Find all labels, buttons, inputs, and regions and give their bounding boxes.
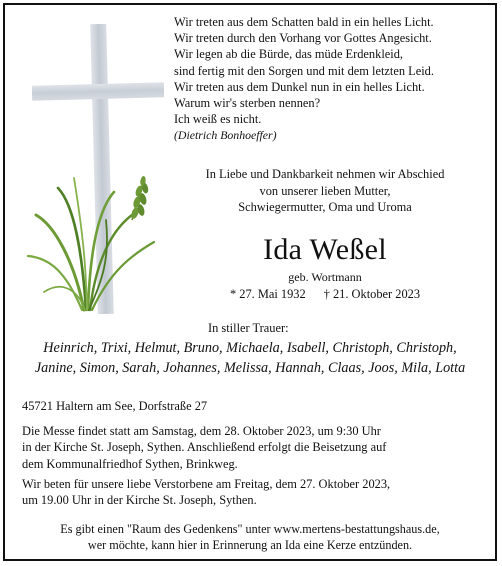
wheat-ear <box>130 176 149 220</box>
prayer-info <box>22 476 482 509</box>
mourners-line: Janine, Simon, Sarah, Johannes, Melissa, Hannah, Claas, Joos, Mila, Lotta <box>34 359 466 376</box>
life-dates <box>170 286 480 302</box>
mass-line: Die Messe findet statt am Samstag, dem 28. Oktober 2023, um 9:30 Uhr <box>22 424 381 438</box>
poem-line: Wir treten aus dem Schatten bald in ein helles Licht. <box>174 15 434 29</box>
family-address: 45721 Haltern am See, Dorfstraße 27 <box>22 399 208 413</box>
mass-line: dem Kommunalfriedhof Sythen, Brinkweg. <box>22 456 238 471</box>
farewell-intro <box>170 166 480 216</box>
prayer-line: Wir beten für unsere liebe Verstorbene am Freitag, dem 27. Oktober 2023, <box>22 477 391 491</box>
prayer-line: um 19.00 Uhr in der Kirche St. Joseph, Sythen. <box>22 493 257 508</box>
poem-line: Warum wir's sterben nennen? <box>174 96 321 111</box>
cross-vertical-beam <box>90 24 114 314</box>
poem-author: (Dietrich Bonhoeffer) <box>174 128 277 143</box>
deceased-name: Ida Weßel <box>263 233 387 266</box>
grass-blades <box>28 178 154 310</box>
mourners-label: In stiller Trauer: <box>208 321 289 335</box>
memorial-line: Es gibt einen "Raum des Gedenkens" unter www.mertens-bestattungshaus.de, <box>60 522 440 536</box>
poem <box>174 14 474 144</box>
maiden-name: geb. Wortmann <box>288 270 362 284</box>
mass-info <box>22 423 482 472</box>
intro-line: von unserer lieben Mutter, <box>259 183 391 198</box>
intro-line: Schwiegermutter, Oma und Uroma <box>238 200 412 215</box>
cross-with-wheat-icon <box>14 10 164 325</box>
memorial-line: wer möchte, kann hier in Erinnerung an Ida eine Kerze entzünden. <box>87 538 413 553</box>
mourners-line: Heinrich, Trixi, Helmut, Bruno, Michaela, Isabell, Christoph, Christoph, <box>43 340 457 356</box>
intro-line: In Liebe und Dankbarkeit nehmen wir Abschied <box>205 167 445 181</box>
poem-line: Wir treten aus dem Dunkel nun in ein helles Licht. <box>174 79 425 94</box>
cross-horizontal-beam <box>32 82 164 100</box>
death-date: † 21. Oktober 2023 <box>323 287 421 301</box>
memorial-note <box>14 521 486 553</box>
poem-line: Wir legen ab die Bürde, das müde Erdenkleid, <box>174 47 403 62</box>
poem-line: Wir treten durch den Vorhang vor Gottes Angesicht. <box>174 31 432 46</box>
poem-line: Ich weiß es nicht. <box>174 112 262 127</box>
mass-line: in der Kirche St. Joseph, Sythen. Anschließend erfolgt die Beisetzung auf <box>22 440 387 455</box>
mourners-list <box>14 339 486 378</box>
birth-date: * 27. Mai 1932 <box>229 287 306 301</box>
poem-line: sind fertig mit den Sorgen und mit dem letzten Leid. <box>174 63 434 78</box>
